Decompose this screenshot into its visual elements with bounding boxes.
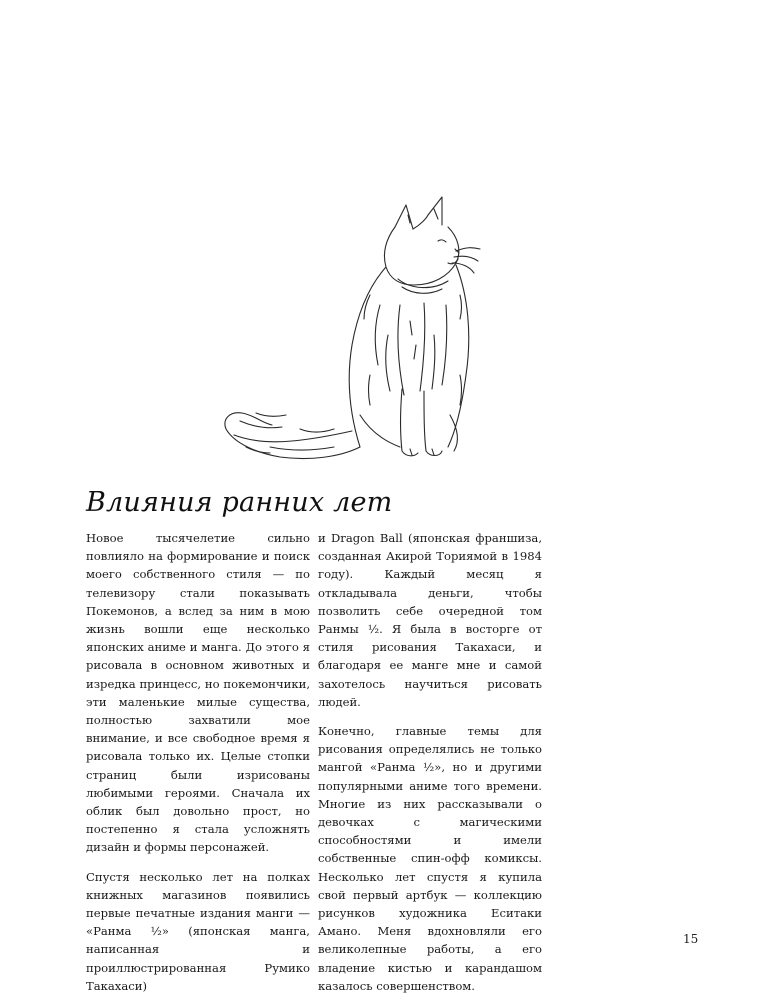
page-number: 15 <box>683 932 699 946</box>
cat-illustration <box>210 185 500 475</box>
text-column-left <box>86 529 310 1006</box>
paragraph: Спустя несколько лет на полках книжных магазинов появились первые печатные издания манги — «Ранма ½» (японская манга, написанная и проиллюстрированная Румико Такахаси) <box>86 869 310 993</box>
text-column-right <box>318 529 542 1006</box>
cat-sketch-icon <box>210 185 500 475</box>
section-heading: Влияния ранних лет <box>86 487 393 518</box>
paragraph: Конечно, главные темы для рисования определялись не только мангой «Ранма ½», но и другими популярными аниме того времени. Многие из них рассказывали о девочках с магическими способностями и имели собственные спин-офф комиксы. Несколько лет спустя я купила свой первый артбук — коллекцию рисунков художника Еситаки Амано. Меня вдохновляли его великолепные работы, а его владение кистью и карандашом казалось совершенством. <box>318 724 542 993</box>
paragraph: и Dragon Ball (японская франшиза, созданная Акирой Ториямой в 1984 году). Каждый месяц я откладывала деньги, чтобы позволить себе очередной том Ранмы ½. Я была в восторге от стиля рисования Такахаси, и благодаря ее манге мне и самой захотелось научиться рисовать людей. <box>318 531 542 709</box>
paragraph: Новое тысячелетие сильно повлияло на формирование и поиск моего собственного стиля — по телевизору стали показывать Покемонов, а вслед за ним в мою жизнь вошли еще несколько японских аниме и манга. До этого я рисовала в основном животных и изредка принцесс, но покемончики, эти маленькие милые существа, полностью захватили мое внимание, и все свободное время я рисовала только их. Целые стопки страниц были изрисованы любимыми героями. Сначала их облик был довольно прост, но постепенно я стала усложнять дизайн и формы персонажей. <box>86 531 310 855</box>
